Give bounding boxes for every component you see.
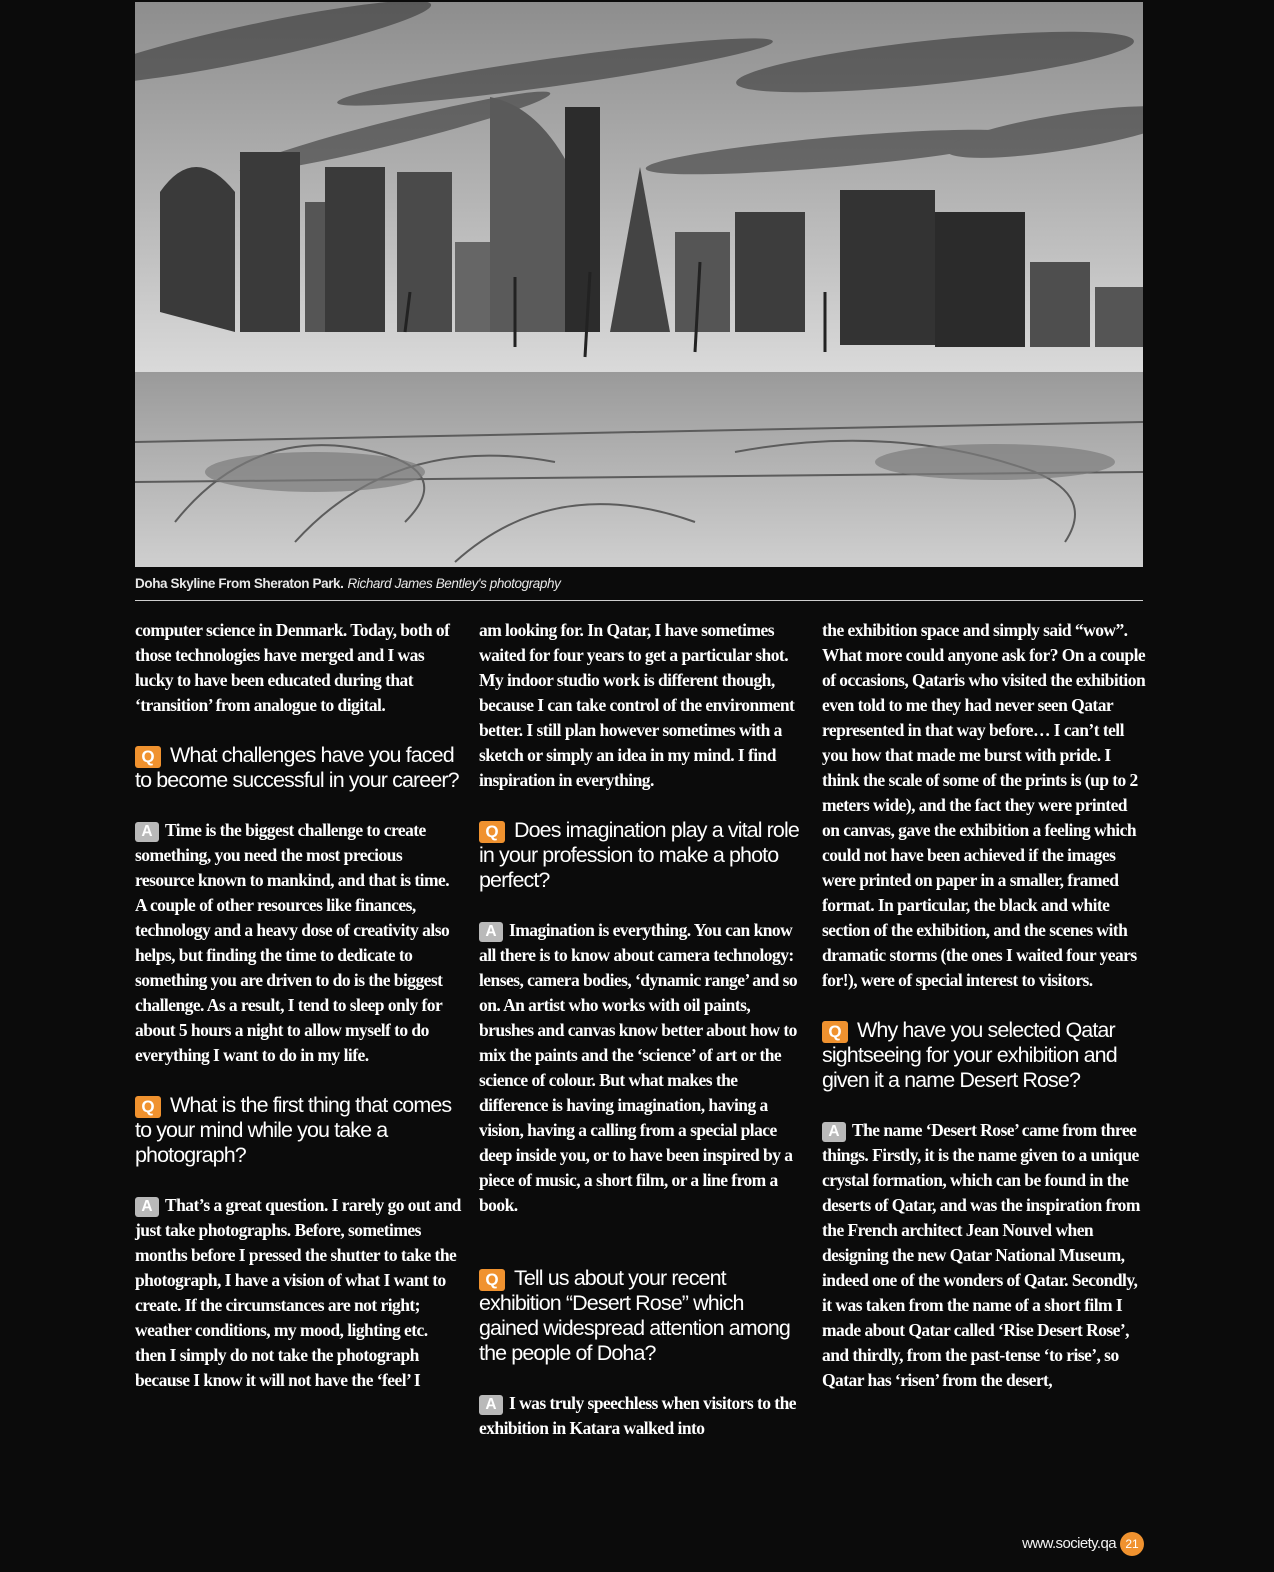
answer-paragraph bbox=[135, 1193, 461, 1393]
skyline-photo bbox=[135, 2, 1143, 567]
footer-url: www.society.qa bbox=[1022, 1535, 1116, 1552]
article-column-3 bbox=[822, 618, 1148, 1418]
question-badge: Q bbox=[822, 1021, 848, 1043]
article-column-1 bbox=[135, 618, 461, 1418]
answer-text: I was truly speechless when visitors to the exhibition in Katara walked into bbox=[479, 1393, 796, 1438]
question-badge: Q bbox=[479, 821, 505, 843]
question-badge: Q bbox=[479, 1269, 505, 1291]
skyline-photo-illustration bbox=[135, 2, 1143, 567]
answer-badge: A bbox=[822, 1122, 846, 1142]
question-text: What is the first thing that comes to your mind while you take a photograph? bbox=[135, 1093, 452, 1167]
answer-text: The name ‘Desert Rose’ came from three things. Firstly, it is the name given to a unique crystal formation, which can be found in the deserts of Qatar, and was the inspiration from the French architect Jean Nouvel when designing the new Qatar National Museum, indeed one of the wonders of Qatar. Secondly, it was taken from the name of a short film I made about Qatar called ‘Rise Desert Rose’, and thirdly, from the past-tense ‘to rise’, so Qatar has ‘risen’ from the desert, bbox=[822, 1120, 1140, 1390]
answer-badge: A bbox=[479, 1395, 503, 1415]
question-badge: Q bbox=[135, 1096, 161, 1118]
answer-badge: A bbox=[135, 822, 159, 842]
caption-credit: Richard James Bentley's photography bbox=[347, 576, 561, 591]
question-text: Why have you selected Qatar sightseeing for your exhibition and given it a name Desert Rose? bbox=[822, 1018, 1117, 1092]
question-text: Does imagination play a vital role in your profession to make a photo perfect? bbox=[479, 818, 799, 892]
question-heading bbox=[822, 1018, 1148, 1093]
answer-paragraph bbox=[822, 1118, 1148, 1393]
answer-text: Imagination is everything. You can know all there is to know about camera technology: lenses, camera bodies, ‘dynamic range’ and so on. An artist who works with oil paints, brushes and canvas know better about how to mix the paints and the ‘science’ of art or the science of colour. But what makes the difference is having imagination, having a vision, having a calling from a special place deep inside you, or to have been inspired by a piece of music, a short film, or a line from a book. bbox=[479, 920, 798, 1215]
question-heading bbox=[135, 743, 461, 793]
question-heading bbox=[479, 818, 805, 893]
question-heading bbox=[135, 1093, 461, 1168]
question-badge: Q bbox=[135, 746, 161, 768]
answer-paragraph bbox=[479, 1391, 805, 1441]
question-text: Tell us about your recent exhibition “Desert Rose” which gained widespread attention among the people of Doha? bbox=[479, 1266, 790, 1365]
body-paragraph: the exhibition space and simply said “wow”. What more could anyone ask for? On a couple of occasions, Qataris who visited the exhibition even told to me they had never seen Qatar represented in that way before… I can’t tell you how that made me burst with pride. I think the scale of some of the prints is (up to 2 meters wide), and the fact they were printed on canvas, gave the exhibition a feeling which could not have been achieved if the images were printed on paper in a smaller, framed format. In particular, the black and white section of the exhibition, and the scenes with dramatic storms (the ones I waited four years for!), were of special interest to visitors. bbox=[822, 620, 1146, 990]
answer-text: That’s a great question. I rarely go out and just take photographs. Before, sometimes months before I pressed the shutter to take the photograph, I have a vision of what I want to create. If the circumstances are not right; weather conditions, my mood, lighting etc. then I simply do not take the photograph because I know it will not have the ‘feel’ I bbox=[135, 1195, 461, 1390]
photo-caption bbox=[135, 576, 1143, 591]
caption-title: Doha Skyline From Sheraton Park. bbox=[135, 576, 344, 591]
answer-text: Time is the biggest challenge to create something, you need the most precious resource known to mankind, and that is time. A couple of other resources like finances, technology and a heavy dose of creativity also helps, but finding the time to dedicate to something you are driven to do is the biggest challenge. As a result, I tend to sleep only for about 5 hours a night to allow myself to do everything I want to do in my life. bbox=[135, 820, 450, 1065]
answer-paragraph bbox=[479, 918, 805, 1218]
answer-paragraph bbox=[135, 818, 461, 1068]
body-paragraph: am looking for. In Qatar, I have sometimes waited for four years to get a particular shot. My indoor studio work is different though, because I can take control of the environment better. I still plan however sometimes with a sketch or simply an idea in my mind. I find inspiration in everything. bbox=[479, 620, 795, 790]
answer-badge: A bbox=[135, 1197, 159, 1217]
page-number: 21 bbox=[1120, 1532, 1144, 1556]
answer-badge: A bbox=[479, 922, 503, 942]
body-paragraph: computer science in Denmark. Today, both of those technologies have merged and I was lucky to have been educated during that ‘transition’ from analogue to digital. bbox=[135, 620, 450, 715]
article-column-2 bbox=[479, 618, 805, 1466]
page-footer bbox=[1000, 1530, 1150, 1560]
caption-divider bbox=[135, 600, 1143, 601]
question-text: What challenges have you faced to become successful in your career? bbox=[135, 743, 459, 792]
question-heading bbox=[479, 1266, 805, 1366]
